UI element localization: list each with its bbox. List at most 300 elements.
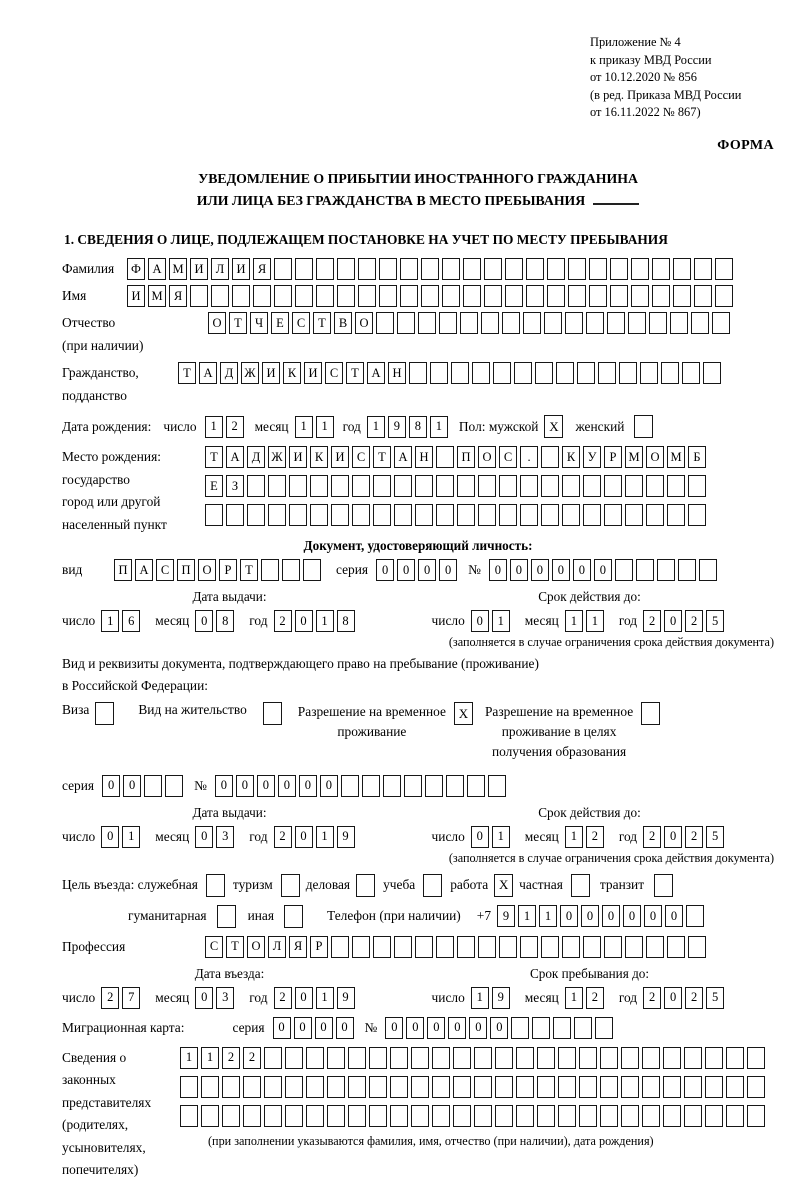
cell[interactable] (369, 1076, 387, 1098)
cell[interactable]: С (156, 559, 174, 581)
cell[interactable] (463, 285, 481, 307)
cell[interactable] (589, 258, 607, 280)
visa-checkbox[interactable] (95, 702, 114, 725)
cell[interactable] (436, 936, 454, 958)
cell[interactable]: О (198, 559, 216, 581)
cell[interactable] (421, 285, 439, 307)
cell[interactable] (327, 1105, 345, 1127)
cell[interactable]: 2 (243, 1047, 261, 1069)
cell[interactable] (348, 1047, 366, 1069)
doc-issue-day-cells[interactable] (101, 610, 143, 632)
cell[interactable]: 6 (122, 610, 140, 632)
cell[interactable]: 1 (565, 987, 583, 1009)
representatives-cells-row3[interactable] (180, 1105, 768, 1127)
cell[interactable]: 1 (101, 610, 119, 632)
doc-valid-day-cells[interactable] (471, 610, 513, 632)
cell[interactable] (394, 936, 412, 958)
cell[interactable] (180, 1076, 198, 1098)
cell[interactable] (478, 475, 496, 497)
cell[interactable]: 3 (216, 987, 234, 1009)
cell[interactable] (663, 1076, 681, 1098)
cell[interactable]: О (646, 446, 664, 468)
cell[interactable] (211, 285, 229, 307)
cell[interactable] (415, 936, 433, 958)
cell[interactable]: 0 (531, 559, 549, 581)
birthplace-cells-row3[interactable] (205, 504, 709, 526)
cell[interactable]: 5 (706, 610, 724, 632)
cell[interactable] (499, 504, 517, 526)
cell[interactable]: Ф (127, 258, 145, 280)
cell[interactable] (712, 312, 730, 334)
purpose-official-checkbox[interactable] (206, 874, 225, 897)
cell[interactable] (493, 362, 511, 384)
cell[interactable]: С (292, 312, 310, 334)
cell[interactable] (474, 1076, 492, 1098)
cell[interactable] (201, 1076, 219, 1098)
cell[interactable]: 0 (315, 1017, 333, 1039)
cell[interactable] (373, 936, 391, 958)
cell[interactable] (411, 1076, 429, 1098)
doc-issue-year-cells[interactable] (274, 610, 358, 632)
cell[interactable]: О (355, 312, 373, 334)
cell[interactable]: А (367, 362, 385, 384)
stay-month-cells[interactable] (565, 987, 607, 1009)
cell[interactable] (247, 504, 265, 526)
cell[interactable] (289, 475, 307, 497)
cell[interactable]: 0 (560, 905, 578, 927)
cell[interactable]: 2 (274, 987, 292, 1009)
cell[interactable] (583, 475, 601, 497)
cell[interactable] (222, 1105, 240, 1127)
cell[interactable]: 1 (316, 416, 334, 438)
cell[interactable] (457, 504, 475, 526)
cell[interactable]: 9 (497, 905, 515, 927)
cell[interactable] (705, 1076, 723, 1098)
cell[interactable] (558, 1076, 576, 1098)
cell[interactable]: 1 (316, 987, 334, 1009)
cell[interactable]: 0 (439, 559, 457, 581)
cell[interactable] (488, 775, 506, 797)
cell[interactable]: 0 (195, 826, 213, 848)
cell[interactable] (649, 312, 667, 334)
cell[interactable]: 1 (430, 416, 448, 438)
cell[interactable]: 0 (581, 905, 599, 927)
cell[interactable]: И (262, 362, 280, 384)
birthplace-cells-row1[interactable] (205, 446, 709, 468)
purpose-other-checkbox[interactable] (284, 905, 303, 928)
cell[interactable] (625, 475, 643, 497)
cell[interactable] (688, 936, 706, 958)
cell[interactable]: 0 (336, 1017, 354, 1039)
cell[interactable]: 1 (316, 826, 334, 848)
cell[interactable] (684, 1076, 702, 1098)
cell[interactable] (285, 1105, 303, 1127)
cell[interactable]: 0 (665, 905, 683, 927)
cell[interactable] (628, 312, 646, 334)
cell[interactable]: 0 (471, 610, 489, 632)
cell[interactable] (430, 362, 448, 384)
cell[interactable]: 1 (492, 610, 510, 632)
cell[interactable] (337, 258, 355, 280)
cell[interactable] (453, 1105, 471, 1127)
cell[interactable] (619, 362, 637, 384)
cell[interactable] (703, 362, 721, 384)
cell[interactable] (667, 475, 685, 497)
cell[interactable] (688, 504, 706, 526)
cell[interactable]: 8 (216, 610, 234, 632)
cell[interactable] (579, 1047, 597, 1069)
cell[interactable]: 1 (205, 416, 223, 438)
cell[interactable] (726, 1047, 744, 1069)
cell[interactable]: В (334, 312, 352, 334)
cell[interactable]: 0 (278, 775, 296, 797)
entry-month-cells[interactable] (195, 987, 237, 1009)
cell[interactable] (478, 936, 496, 958)
cell[interactable]: Т (373, 446, 391, 468)
cell[interactable]: П (114, 559, 132, 581)
cell[interactable] (715, 258, 733, 280)
cell[interactable] (285, 1047, 303, 1069)
cell[interactable]: И (232, 258, 250, 280)
cell[interactable] (589, 285, 607, 307)
cell[interactable] (663, 1047, 681, 1069)
cell[interactable] (481, 312, 499, 334)
citizenship-cells[interactable] (178, 362, 724, 384)
cell[interactable]: Т (205, 446, 223, 468)
permit-issue-month-cells[interactable] (195, 826, 237, 848)
entry-day-cells[interactable] (101, 987, 143, 1009)
cell[interactable] (663, 1105, 681, 1127)
cell[interactable] (421, 258, 439, 280)
cell[interactable] (432, 1076, 450, 1098)
cell[interactable] (547, 258, 565, 280)
cell[interactable] (341, 775, 359, 797)
cell[interactable] (747, 1047, 765, 1069)
cell[interactable]: С (325, 362, 343, 384)
cell[interactable]: Е (271, 312, 289, 334)
cell[interactable] (586, 312, 604, 334)
cell[interactable]: И (127, 285, 145, 307)
cell[interactable]: . (520, 446, 538, 468)
cell[interactable]: 0 (236, 775, 254, 797)
cell[interactable] (747, 1076, 765, 1098)
cell[interactable] (505, 258, 523, 280)
cell[interactable] (484, 258, 502, 280)
cell[interactable] (436, 446, 454, 468)
cell[interactable] (642, 1047, 660, 1069)
cell[interactable] (394, 475, 412, 497)
cell[interactable] (390, 1076, 408, 1098)
cell[interactable] (625, 936, 643, 958)
cell[interactable] (397, 312, 415, 334)
cell[interactable] (379, 285, 397, 307)
cell[interactable]: 3 (216, 826, 234, 848)
cell[interactable]: 2 (685, 987, 703, 1009)
cell[interactable] (520, 475, 538, 497)
cell[interactable] (264, 1047, 282, 1069)
cell[interactable]: 0 (257, 775, 275, 797)
cell[interactable] (682, 362, 700, 384)
cell[interactable] (261, 559, 279, 581)
cell[interactable] (415, 504, 433, 526)
cell[interactable] (579, 1105, 597, 1127)
cell[interactable] (352, 936, 370, 958)
cell[interactable] (688, 475, 706, 497)
cell[interactable] (684, 1047, 702, 1069)
temp-edu-checkbox[interactable] (641, 702, 660, 725)
cell[interactable]: 0 (299, 775, 317, 797)
cell[interactable]: 7 (122, 987, 140, 1009)
cell[interactable] (579, 1076, 597, 1098)
cell[interactable]: 0 (295, 610, 313, 632)
cell[interactable]: Т (178, 362, 196, 384)
cell[interactable] (268, 504, 286, 526)
birth-day-cells[interactable] (205, 416, 247, 438)
cell[interactable] (306, 1047, 324, 1069)
cell[interactable]: П (457, 446, 475, 468)
cell[interactable]: 0 (471, 826, 489, 848)
cell[interactable]: Ж (241, 362, 259, 384)
cell[interactable]: Л (211, 258, 229, 280)
cell[interactable]: Н (388, 362, 406, 384)
cell[interactable] (331, 504, 349, 526)
cell[interactable] (352, 475, 370, 497)
cell[interactable]: 0 (123, 775, 141, 797)
cell[interactable]: 0 (294, 1017, 312, 1039)
cell[interactable]: 0 (418, 559, 436, 581)
cell[interactable] (610, 285, 628, 307)
cell[interactable]: 0 (489, 559, 507, 581)
cell[interactable]: А (226, 446, 244, 468)
cell[interactable] (478, 504, 496, 526)
cell[interactable] (553, 1017, 571, 1039)
cell[interactable]: 0 (102, 775, 120, 797)
purpose-transit-checkbox[interactable] (654, 874, 673, 897)
cell[interactable]: 0 (623, 905, 641, 927)
cell[interactable] (226, 504, 244, 526)
cell[interactable] (636, 559, 654, 581)
cell[interactable] (699, 559, 717, 581)
cell[interactable] (747, 1105, 765, 1127)
cell[interactable]: 2 (222, 1047, 240, 1069)
cell[interactable]: 2 (586, 826, 604, 848)
cell[interactable] (631, 285, 649, 307)
cell[interactable]: 0 (510, 559, 528, 581)
cell[interactable]: С (352, 446, 370, 468)
cell[interactable] (535, 362, 553, 384)
cell[interactable] (232, 285, 250, 307)
stay-year-cells[interactable] (643, 987, 727, 1009)
cell[interactable] (574, 1017, 592, 1039)
cell[interactable] (705, 1105, 723, 1127)
cell[interactable] (495, 1076, 513, 1098)
cell[interactable] (541, 504, 559, 526)
permit-issue-day-cells[interactable] (101, 826, 143, 848)
purpose-private-checkbox[interactable] (571, 874, 590, 897)
cell[interactable]: М (148, 285, 166, 307)
cell[interactable] (604, 504, 622, 526)
cell[interactable] (190, 285, 208, 307)
cell[interactable] (499, 475, 517, 497)
cell[interactable] (541, 475, 559, 497)
cell[interactable]: 0 (195, 610, 213, 632)
cell[interactable] (544, 312, 562, 334)
cell[interactable] (583, 504, 601, 526)
cell[interactable] (600, 1047, 618, 1069)
cell[interactable] (316, 258, 334, 280)
cell[interactable] (516, 1076, 534, 1098)
cell[interactable] (331, 936, 349, 958)
cell[interactable]: О (478, 446, 496, 468)
cell[interactable]: 8 (409, 416, 427, 438)
cell[interactable]: Р (604, 446, 622, 468)
cell[interactable] (646, 936, 664, 958)
cell[interactable]: 1 (316, 610, 334, 632)
cell[interactable] (715, 285, 733, 307)
profession-cells[interactable] (205, 936, 709, 958)
cell[interactable] (373, 475, 391, 497)
cell[interactable] (610, 258, 628, 280)
purpose-work-checkbox[interactable]: X (494, 874, 513, 897)
permit-series-cells[interactable] (102, 775, 186, 797)
cell[interactable] (331, 475, 349, 497)
cell[interactable]: Р (219, 559, 237, 581)
cell[interactable] (537, 1076, 555, 1098)
cell[interactable]: 0 (397, 559, 415, 581)
cell[interactable] (439, 312, 457, 334)
cell[interactable] (451, 362, 469, 384)
cell[interactable] (537, 1105, 555, 1127)
cell[interactable]: 0 (215, 775, 233, 797)
cell[interactable]: Л (268, 936, 286, 958)
cell[interactable] (337, 285, 355, 307)
birth-month-cells[interactable] (295, 416, 337, 438)
cell[interactable] (295, 285, 313, 307)
cell[interactable]: 0 (427, 1017, 445, 1039)
cell[interactable] (526, 258, 544, 280)
purpose-study-checkbox[interactable] (423, 874, 442, 897)
cell[interactable]: Т (226, 936, 244, 958)
cell[interactable] (474, 1047, 492, 1069)
cell[interactable] (625, 504, 643, 526)
cell[interactable] (316, 285, 334, 307)
cell[interactable] (558, 1047, 576, 1069)
cell[interactable]: 9 (492, 987, 510, 1009)
patronymic-cells[interactable] (208, 312, 733, 334)
cell[interactable] (646, 475, 664, 497)
cell[interactable] (358, 285, 376, 307)
cell[interactable]: 0 (273, 1017, 291, 1039)
cell[interactable] (686, 905, 704, 927)
mig-number-cells[interactable] (385, 1017, 616, 1039)
cell[interactable] (253, 285, 271, 307)
cell[interactable] (673, 285, 691, 307)
cell[interactable] (390, 1047, 408, 1069)
cell[interactable] (442, 285, 460, 307)
cell[interactable] (646, 504, 664, 526)
cell[interactable] (505, 285, 523, 307)
cell[interactable]: А (199, 362, 217, 384)
cell[interactable] (264, 1105, 282, 1127)
cell[interactable]: 1 (201, 1047, 219, 1069)
cell[interactable] (526, 285, 544, 307)
cell[interactable] (306, 1105, 324, 1127)
cell[interactable] (436, 504, 454, 526)
cell[interactable] (565, 312, 583, 334)
cell[interactable]: 2 (643, 987, 661, 1009)
cell[interactable] (453, 1047, 471, 1069)
cell[interactable] (348, 1076, 366, 1098)
cell[interactable] (352, 504, 370, 526)
cell[interactable] (520, 504, 538, 526)
cell[interactable]: 0 (573, 559, 591, 581)
cell[interactable] (404, 775, 422, 797)
purpose-business-checkbox[interactable] (356, 874, 375, 897)
cell[interactable]: 2 (226, 416, 244, 438)
cell[interactable]: 2 (274, 826, 292, 848)
surname-cells[interactable] (127, 258, 736, 280)
cell[interactable]: 2 (685, 610, 703, 632)
cell[interactable]: Я (169, 285, 187, 307)
cell[interactable] (411, 1105, 429, 1127)
cell[interactable] (446, 775, 464, 797)
cell[interactable]: А (148, 258, 166, 280)
cell[interactable] (425, 775, 443, 797)
cell[interactable] (411, 1047, 429, 1069)
birth-year-cells[interactable] (367, 416, 451, 438)
cell[interactable]: А (394, 446, 412, 468)
cell[interactable]: 9 (388, 416, 406, 438)
cell[interactable] (274, 285, 292, 307)
cell[interactable]: 0 (295, 987, 313, 1009)
cell[interactable]: 0 (664, 987, 682, 1009)
cell[interactable]: М (169, 258, 187, 280)
cell[interactable] (520, 936, 538, 958)
cell[interactable] (453, 1076, 471, 1098)
doc-valid-year-cells[interactable] (643, 610, 727, 632)
cell[interactable] (621, 1047, 639, 1069)
cell[interactable] (604, 475, 622, 497)
cell[interactable] (657, 559, 675, 581)
cell[interactable] (243, 1076, 261, 1098)
cell[interactable] (516, 1047, 534, 1069)
cell[interactable]: 1 (539, 905, 557, 927)
cell[interactable] (484, 285, 502, 307)
cell[interactable] (376, 312, 394, 334)
cell[interactable]: Ч (250, 312, 268, 334)
cell[interactable] (472, 362, 490, 384)
cell[interactable]: 2 (643, 826, 661, 848)
cell[interactable]: 2 (586, 987, 604, 1009)
stay-day-cells[interactable] (471, 987, 513, 1009)
cell[interactable]: К (562, 446, 580, 468)
cell[interactable]: 1 (565, 826, 583, 848)
cell[interactable]: М (625, 446, 643, 468)
sex-female-checkbox[interactable] (634, 415, 653, 438)
cell[interactable] (562, 504, 580, 526)
cell[interactable]: Т (229, 312, 247, 334)
doc-number-cells[interactable] (489, 559, 720, 581)
cell[interactable]: 0 (406, 1017, 424, 1039)
cell[interactable] (268, 475, 286, 497)
phone-cells[interactable] (497, 905, 707, 927)
cell[interactable] (621, 1105, 639, 1127)
cell[interactable]: Т (346, 362, 364, 384)
cell[interactable]: Н (415, 446, 433, 468)
cell[interactable]: 1 (586, 610, 604, 632)
cell[interactable]: У (583, 446, 601, 468)
cell[interactable] (303, 559, 321, 581)
